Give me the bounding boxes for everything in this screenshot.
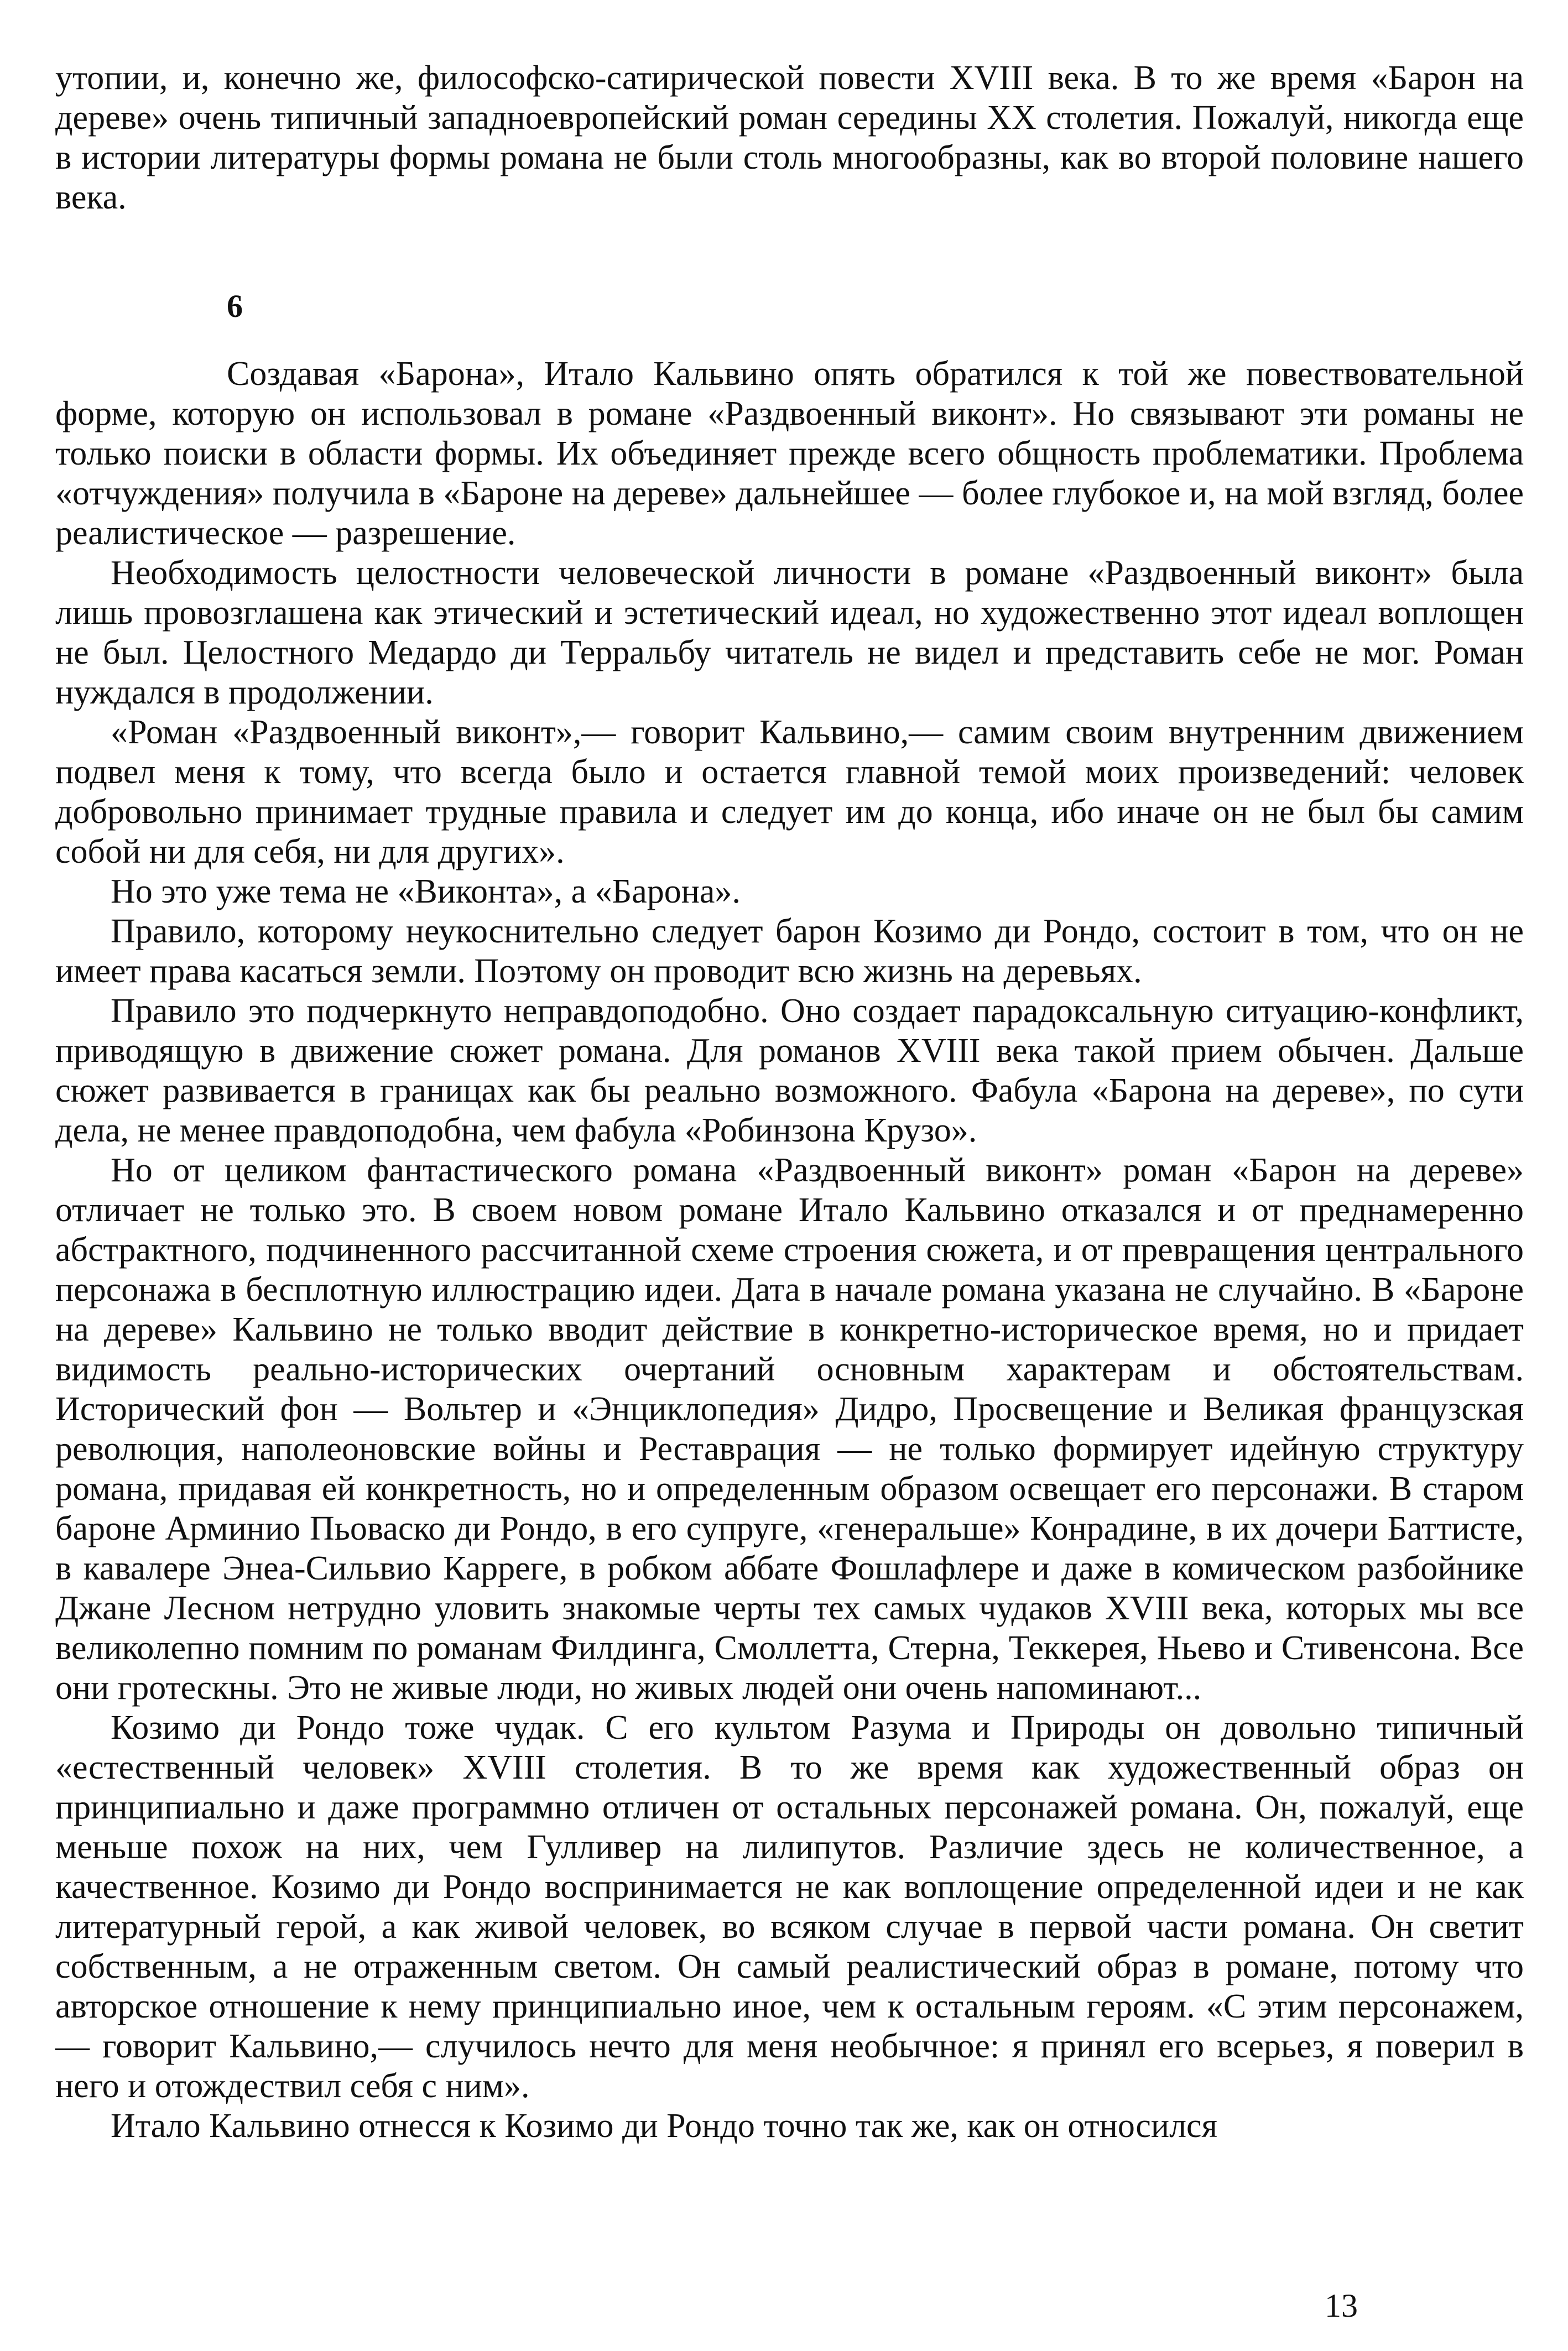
- main-text-block: [55, 354, 1524, 2146]
- paragraph-6: Правило это подчеркнуто неправдоподобно. Оно создает парадоксальную ситуацию-конфликт, приводящую в движение сюжет романа. Для романов XVIII века такой прием обычен. Дальше сюжет развивается в границах как бы реально возможного. Фабула «Барона на дереве», по сути дела, не менее правдоподобна, чем фабула «Робинзона Крузо».: [55, 992, 1524, 1149]
- paragraph-9: Итало Кальвино отнесся к Козимо ди Рондо точно так же, как он относился: [111, 2107, 1218, 2145]
- paragraph-3: «Роман «Раздвоенный виконт»,— говорит Кальвино,— самим своим внутренним движением подвел меня к тому, что всегда было и остается главной темой моих произведений: человек добровольно принимает трудные правила и следует им до конца, ибо иначе он не был бы самим собой ни для себя, ни для других».: [55, 713, 1524, 870]
- page-number: 13: [1325, 2287, 1358, 2324]
- paragraph-1: Создавая «Барона», Итало Кальвино опять обратился к той же повествовательной форме, которую он использовал в романе «Раздвоенный виконт». Но связывают эти романы не только поиски в области формы. Их объединяет прежде всего общность проблематики. Проблема «отчуждения» получила в «Бароне на дереве» дальнейшее — более глубокое и, на мой взгляд, более реалистическое — разрешение.: [55, 355, 1524, 552]
- paragraph-8: Козимо ди Рондо тоже чудак. С его культом Разума и Природы он довольно типичный «естественный человек» XVIII столетия. В то же время как художественный образ он принципиально и даже программно отличен от остальных персонажей романа. Он, пожалуй, еще меньше похож на них, чем Гулливер на лилипутов. Различие здесь не количественное, а качественное. Козимо ди Рондо воспринимается не как воплощение определенной идеи и не как литературный герой, а как живой человек, во всяком случае в первой части романа. Он светит собственным, а не отраженным светом. Он самый реалистический образ в романе, потому что авторское отношение к нему принципиально иное, чем к остальным героям. «С этим персонажем,— говорит Кальвино,— случилось нечто для меня необычное: я принял его всерьез, я поверил в него и отождествил себя с ним».: [55, 1709, 1524, 2105]
- paragraph-4: Но это уже тема не «Виконта», а «Барона».: [111, 873, 741, 910]
- paragraph-2: Необходимость целостности человеческой личности в романе «Раздвоенный виконт» была лишь провозглашена как этический и эстетический идеал, но художественно этот идеал воплощен не был. Целостного Медардо ди Терральбу читатель не видел и представить себе не мог. Роман нуждался в продолжении.: [55, 554, 1524, 711]
- intro-paragraph: утопии, и, конечно же, философско-сатирической повести XVIII века. В то же время «Барон на дереве» очень типичный западноевропейский роман середины XX столетия. Пожалуй, никогда еще в истории литературы формы романа не были столь многообразны, как во второй половине нашего века.: [55, 59, 1524, 216]
- section-number: 6: [227, 288, 243, 324]
- paragraph-7: Но от целиком фантастического романа «Раздвоенный виконт» роман «Барон на дереве» отличает не только это. В своем новом романе Итало Кальвино отказался и от преднамеренно абстрактного, подчиненного рассчитанной схеме строения сюжета, и от превращения центрального персонажа в бесплотную иллюстрацию идеи. Дата в начале романа указана не случайно. В «Бароне на дереве» Кальвино не только вводит действие в конкретно-историческое время, но и придает видимость реально-исторических очертаний основным характерам и обстоятельствам. Исторический фон — Вольтер и «Энциклопедия» Дидро, Просвещение и Великая французская революция, наполеоновские войны и Реставрация — не только формирует идейную структуру романа, придавая ей конкретность, но и определенным образом освещает его персонажи. В старом бароне Арминио Пьоваско ди Рондо, в его супруге, «генеральше» Конрадине, в их дочери Баттисте, в кавалере Энеа-Сильвио Карреге, в робком аббате Фошлафлере и даже в комическом разбойнике Джане Лесном нетрудно уловить знакомые черты тех самых чудаков XVIII века, которых мы все великолепно помним по романам Филдинга, Смоллетта, Стерна, Теккерея, Ньево и Стивенсона. Все они гротескны. Это не живые люди, но живых людей они очень напоминают...: [55, 1151, 1524, 1707]
- top-text-block: [55, 58, 1524, 217]
- paragraph-5: Правило, которому неукоснительно следует барон Козимо ди Рондо, состоит в том, что он не имеет права касаться земли. Поэтому он проводит всю жизнь на деревьях.: [55, 913, 1524, 990]
